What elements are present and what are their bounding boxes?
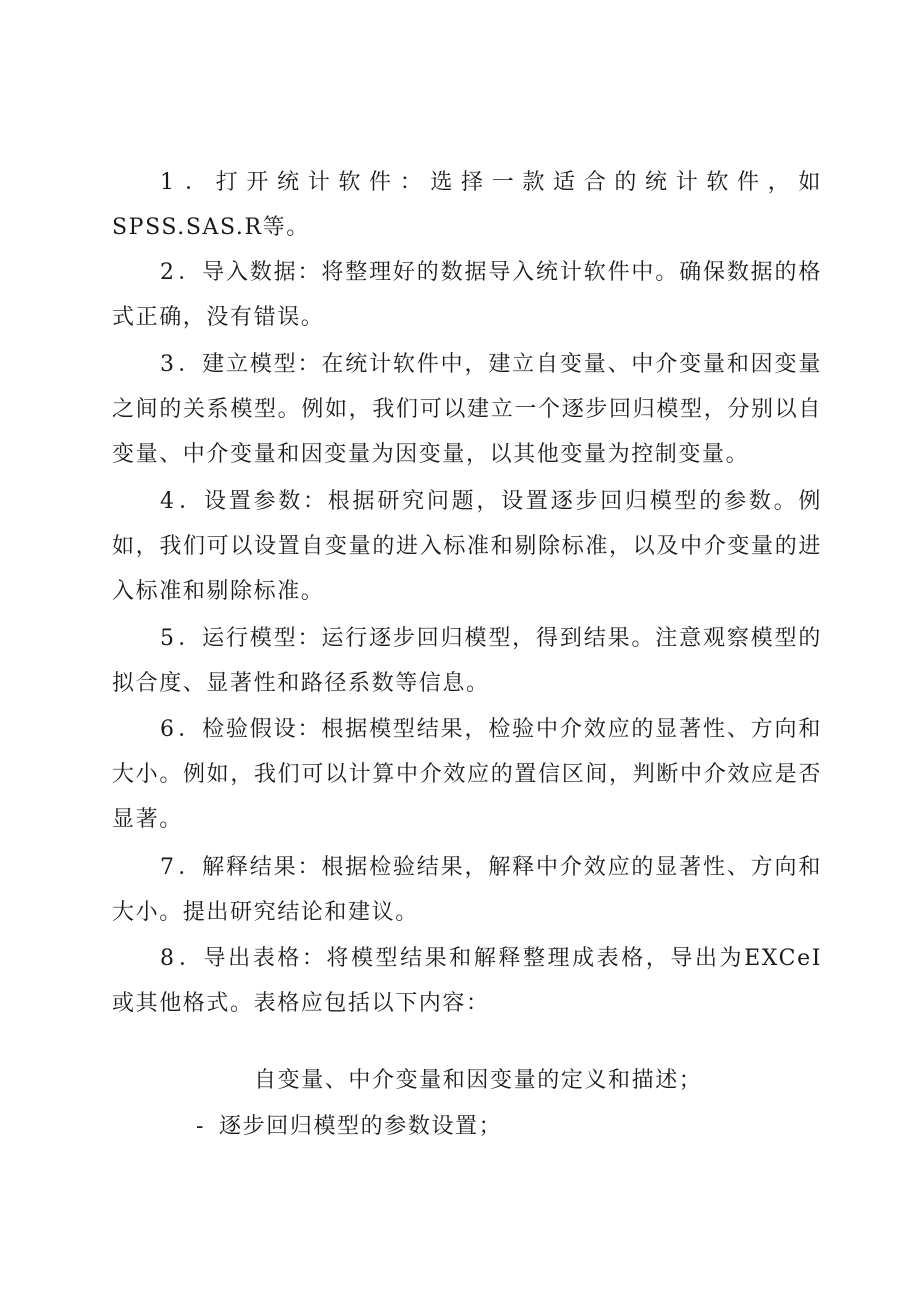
step-8-paragraph	[112, 936, 822, 1026]
step-number: 4	[160, 489, 178, 514]
step-text: 运行模型：运行逐步回归模型，得到结果。注意观察模型的拟合度、显著性和路径系数等信息。	[112, 626, 822, 696]
step-separator: ．	[178, 489, 204, 514]
step-separator: ．	[178, 260, 203, 285]
step-6-paragraph	[112, 707, 822, 842]
step-separator: ．	[178, 855, 203, 880]
step-number: 3	[160, 352, 178, 377]
step-text: 建立模型：在统计软件中，建立自变量、中介变量和因变量之间的关系模型。例如，我们可以建立一个逐步回归模型，分别以自变量、中介变量和因变量为因变量，以其他变量为控制变量。	[112, 352, 822, 467]
step-separator: ．	[178, 946, 204, 971]
step-separator: ．	[178, 626, 203, 651]
step-4-paragraph	[112, 479, 822, 614]
step-number: 6	[160, 717, 178, 742]
step-separator: ．	[178, 352, 203, 377]
step-2-paragraph	[112, 250, 822, 340]
step-5-paragraph	[112, 616, 822, 706]
step-number: 5	[160, 626, 178, 651]
sub-item-definitions	[254, 1058, 702, 1103]
step-text: 检验假设：根据模型结果，检验中介效应的显著性、方向和大小。例如，我们可以计算中介效应的置信区间，判断中介效应是否显著。	[112, 717, 822, 832]
step-number: 8	[160, 946, 178, 971]
step-3-paragraph	[112, 342, 822, 477]
sub-item-text: 自变量、中介变量和因变量的定义和描述；	[254, 1068, 703, 1093]
sub-item-text: 逐步回归模型的参数设置；	[219, 1114, 503, 1139]
dash-bullet: -	[196, 1114, 206, 1139]
step-separator: ．	[178, 717, 203, 742]
step-text: 打开统计软件：选择一款适合的统计软件，如SPSS.SAS.R等。	[112, 170, 822, 240]
step-number: 7	[160, 855, 178, 880]
sub-item-parameters	[196, 1104, 502, 1149]
step-number: 1	[160, 170, 178, 195]
step-text: 导出表格：将模型结果和解释整理成表格，导出为EXCeI或其他格式。表格应包括以下内容：	[112, 946, 822, 1016]
step-text: 解释结果：根据检验结果，解释中介效应的显著性、方向和大小。提出研究结论和建议。	[112, 855, 822, 925]
step-text: 导入数据：将整理好的数据导入统计软件中。确保数据的格式正确，没有错误。	[112, 260, 822, 330]
step-7-paragraph	[112, 845, 822, 935]
step-separator: ．	[178, 170, 216, 195]
step-1-paragraph	[112, 160, 822, 250]
step-number: 2	[160, 260, 178, 285]
step-text: 设置参数：根据研究问题，设置逐步回归模型的参数。例如，我们可以设置自变量的进入标准和剔除标准，以及中介变量的进入标准和剔除标准。	[112, 489, 822, 604]
